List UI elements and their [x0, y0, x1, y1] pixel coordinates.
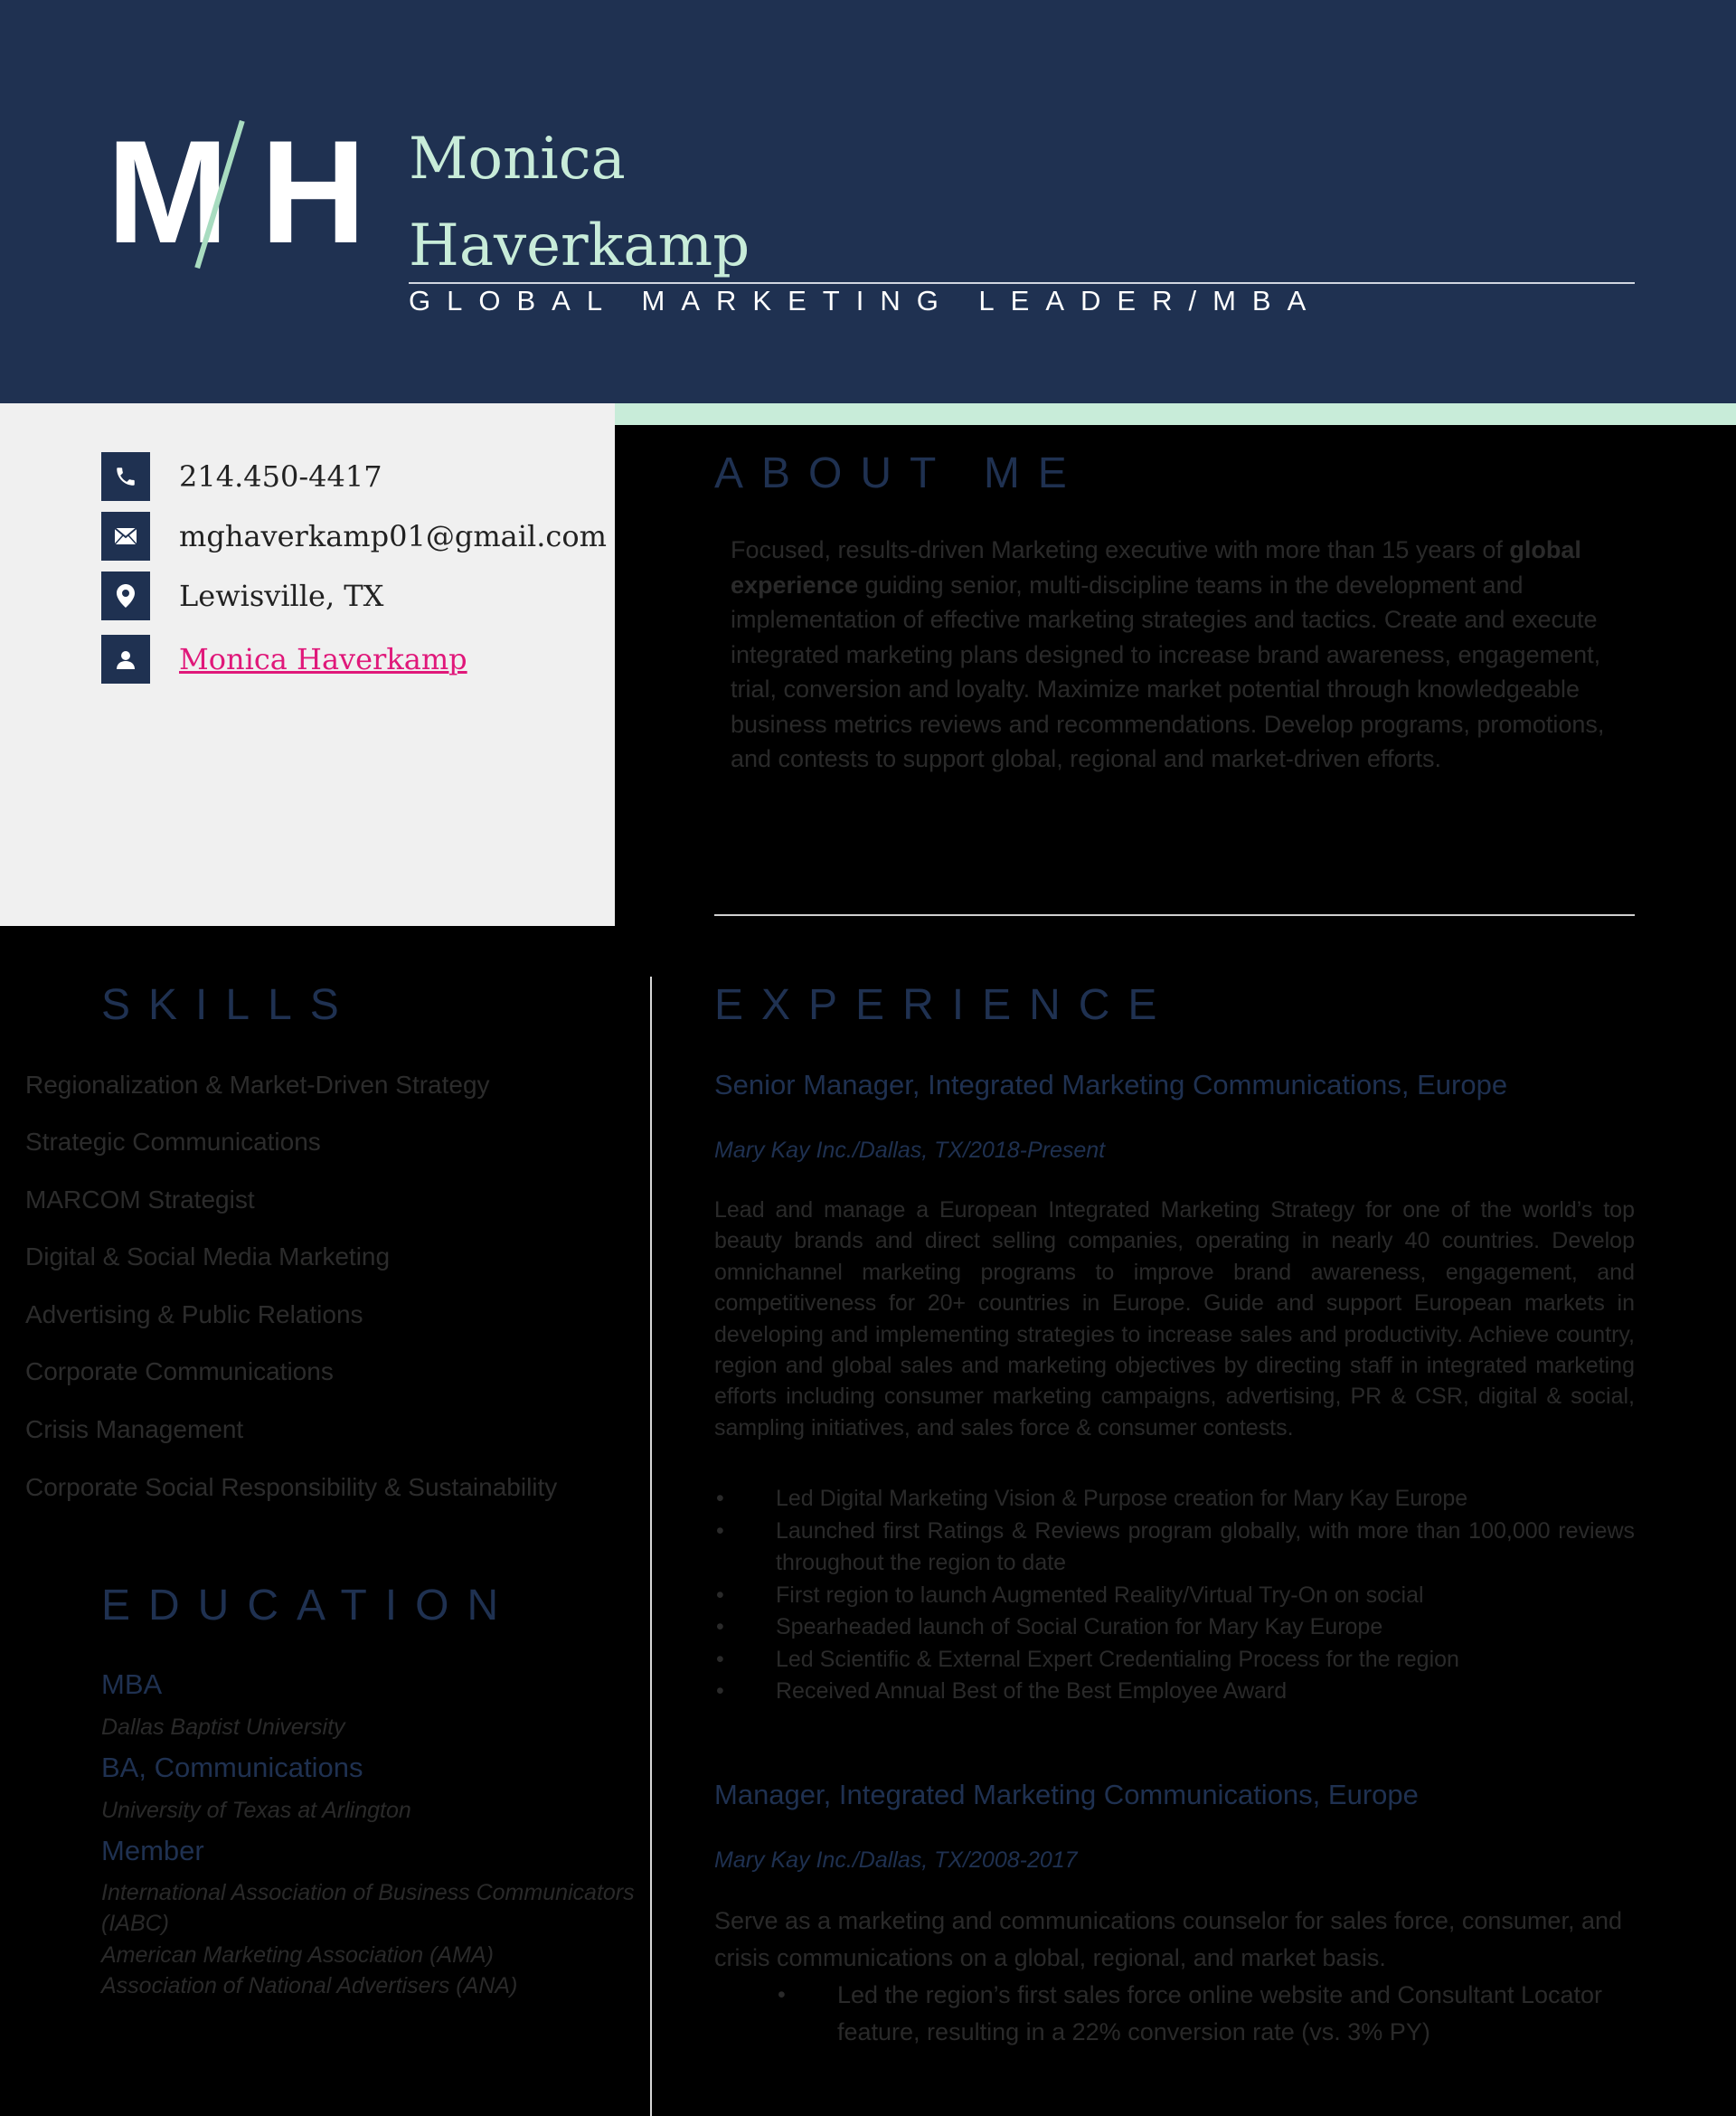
skill-item: Digital & Social Media Marketing — [25, 1242, 391, 1271]
first-name: Monica — [409, 126, 626, 193]
phone-icon — [101, 452, 150, 501]
membership-org: International Association of Business Communicators — [101, 1880, 635, 1905]
skill-item: Corporate Social Responsibility & Sustainability — [25, 1473, 558, 1501]
monogram-m: M — [107, 110, 225, 274]
job-title: Manager, Integrated Marketing Communications, Europe — [714, 1779, 1419, 1810]
membership-org: Association of National Advertisers (ANA) — [101, 1973, 518, 1998]
job-company: Mary Kay Inc./Dallas, TX/2008-2017 — [714, 1847, 1078, 1873]
membership-label: Member — [101, 1835, 204, 1866]
person-icon — [101, 635, 150, 684]
job-title: Senior Manager, Integrated Marketing Communications, Europe — [714, 1069, 1508, 1101]
education-degree: BA, Communications — [101, 1752, 363, 1783]
accent-strip — [615, 403, 1736, 425]
skills-heading: SKILLS — [101, 981, 357, 1029]
experience-heading: EXPERIENCE — [714, 981, 1175, 1029]
contact-location-row — [101, 572, 383, 620]
location: Lewisville, TX — [179, 579, 384, 613]
job-description: Serve as a marketing and communications counselor for sales force, consumer, and crisis communications on a global, regional, and market basis. — [714, 1907, 1622, 1971]
achievement-item: • Led Scientific & External Expert Credentialing Process for the region — [714, 1644, 1635, 1677]
achievement-item: • First region to launch Augmented Reality/Virtual Try-On on social — [714, 1580, 1635, 1612]
monogram-logo — [107, 107, 363, 279]
membership-org: (IABC) — [101, 1911, 169, 1936]
contact-phone-row — [101, 452, 382, 501]
about-text-part: Focused, results-driven Marketing executive with more than 15 years of — [731, 536, 1510, 563]
tagline: GLOBAL MARKETING LEADER/MBA — [409, 285, 1323, 316]
job-description: Lead and manage a European Integrated Marketing Strategy for one of the world’s top beauty brands and direct selling companies, operating in nearly 40 countries. Develop omnichannel marketing programs to improve brand awareness, engagement, and competitiveness for 20+ countries in Europe. Guide and support European markets in developing and implementing strategies to increase sales and productivity. Achieve country, region and global sales and marketing objectives by directing staff in integrated marketing efforts including consumer marketing campaigns, advertising, PR & CSR, digital & social, sampling initiatives, and sales force & consumer contests. — [714, 1197, 1635, 1441]
contact-profile-row — [101, 635, 467, 684]
education-school: Dallas Baptist University — [101, 1715, 345, 1740]
job-achievements — [714, 1483, 1635, 1708]
achievement-item: • Led Digital Marketing Vision & Purpose creation for Mary Kay Europe — [714, 1483, 1635, 1516]
phone-number: 214.450-4417 — [179, 459, 382, 494]
about-text — [731, 533, 1635, 777]
achievement-item: • Received Annual Best of the Best Employee Award — [714, 1676, 1635, 1708]
profile-link[interactable]: Monica Haverkamp — [179, 642, 467, 676]
column-divider — [650, 977, 652, 2116]
skill-item: Advertising & Public Relations — [25, 1300, 363, 1328]
envelope-icon — [101, 512, 150, 561]
about-text-part: guiding senior, multi-discipline teams in the development and implementation of effective marketing strategies and tactics. Create and execute integrated marketing plans designed to increase brand awareness, engagement, trial, conversion and loyalty. Maximize market potential through knowledgeable business metrics reviews and recommendations. Develop programs, promotions, and contests to support global, regional and market-driven efforts. — [731, 571, 1605, 772]
education-school: University of Texas at Arlington — [101, 1798, 411, 1823]
skill-item: Strategic Communications — [25, 1128, 321, 1156]
email-address: mghaverkamp01@gmail.com — [179, 519, 607, 553]
location-pin-icon — [101, 572, 150, 620]
education-heading: EDUCATION — [101, 1582, 517, 1630]
contact-panel — [0, 403, 615, 926]
job-achievements — [776, 1977, 1635, 2051]
achievement-item: • Led the region’s first sales force online website and Consultant Locator feature, resulting in a 22% conversion rate (vs. 3% PY) — [776, 1977, 1635, 2051]
contact-email-row — [101, 512, 607, 561]
monogram-h: H — [260, 110, 363, 274]
skill-item: Corporate Communications — [25, 1357, 334, 1385]
skill-item: Regionalization & Market-Driven Strategy — [25, 1071, 490, 1099]
skill-item: MARCOM Strategist — [25, 1186, 255, 1214]
last-name: Haverkamp — [409, 213, 750, 279]
about-text-bold: global experience — [731, 536, 1581, 599]
skill-item: Crisis Management — [25, 1415, 244, 1443]
membership-org: American Marketing Association (AMA) — [101, 1942, 494, 1968]
about-heading: ABOUT ME — [714, 449, 1085, 497]
achievement-item: • Launched first Ratings & Reviews program globally, with more than 100,000 reviews throughout the region to date — [714, 1516, 1635, 1580]
header-banner — [0, 0, 1736, 403]
about-divider — [714, 914, 1635, 916]
job-company: Mary Kay Inc./Dallas, TX/2018-Present — [714, 1138, 1106, 1163]
education-degree: MBA — [101, 1668, 163, 1700]
achievement-item: • Spearheaded launch of Social Curation for Mary Kay Europe — [714, 1611, 1635, 1644]
